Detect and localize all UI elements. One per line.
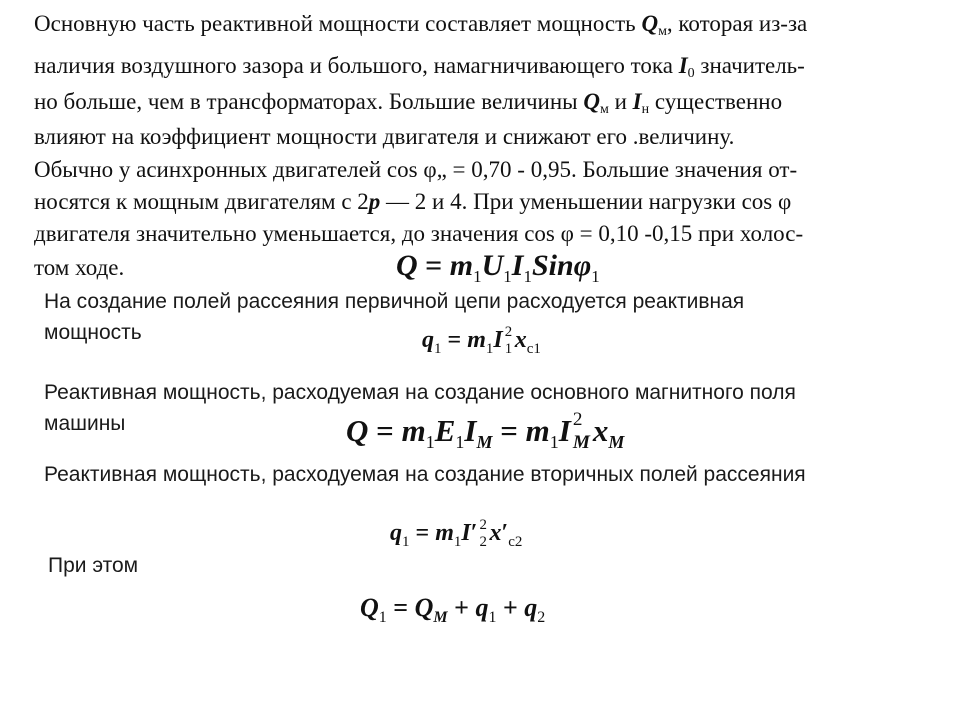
main-field-text-line-1: Реактивная мощность, расходуемая на создание основного магнитного поля [44,381,796,404]
intro-line-8: том ходе. [34,255,125,280]
intro-line-7: двигателя значительно уменьшается, до значения cos φ = 0,10 -0,15 при холос- [34,221,804,246]
primary-leakage-text-line-2: мощность [44,321,142,344]
total-text-line-1: При этом [48,554,139,577]
intro-line-5: Обычно у асинхронных двигателей cos φ„ = 0,70 - 0,95. Большие значения от- [34,157,798,182]
intro-line-6: носятся к мощным двигателям с 2р — 2 и 4. При уменьшении нагрузки cos φ [34,189,792,214]
formula-main: $Q = m_1U_1I_1Sin\varphi_1$ [396,249,600,286]
secondary-leakage-text-line-1: Реактивная мощность, расходуемая на создание вторичных полей рассеяния [44,463,806,486]
intro-line-4: влияют на коэффициент мощности двигателя и снижают его .величину. [34,124,735,149]
intro-line-2: наличия воздушного зазора и большого, намагничивающего тока $I_0$ значитель- [34,53,805,81]
intro-line-3: но больше, чем в трансформаторах. Большие величины $Q_м$ и $I_н$ существенно [34,89,783,117]
formula-total: $Q_1 = Q_M + q_1 + q_2$ [360,593,546,627]
formula-secondary-leakage: $q_1 = m_1I'$ 2 2 $x'_{c2}$ [390,516,523,550]
main-field-text-line-2: машины [44,412,126,435]
formula-main-field: $Q = m_1E_1I_M = m_1I$ 2 M $x_M$ [346,409,625,453]
intro-line-1: Основную часть реактивной мощности составляет мощность $Q_м$, которая из-за [34,11,808,39]
primary-leakage-text-line-1: На создание полей рассеяния первичной цепи расходуется реактивная [44,290,745,313]
formula-primary-leakage: $q_1 = m_1I$ 2 1 $x_{c1}$ [422,323,541,357]
